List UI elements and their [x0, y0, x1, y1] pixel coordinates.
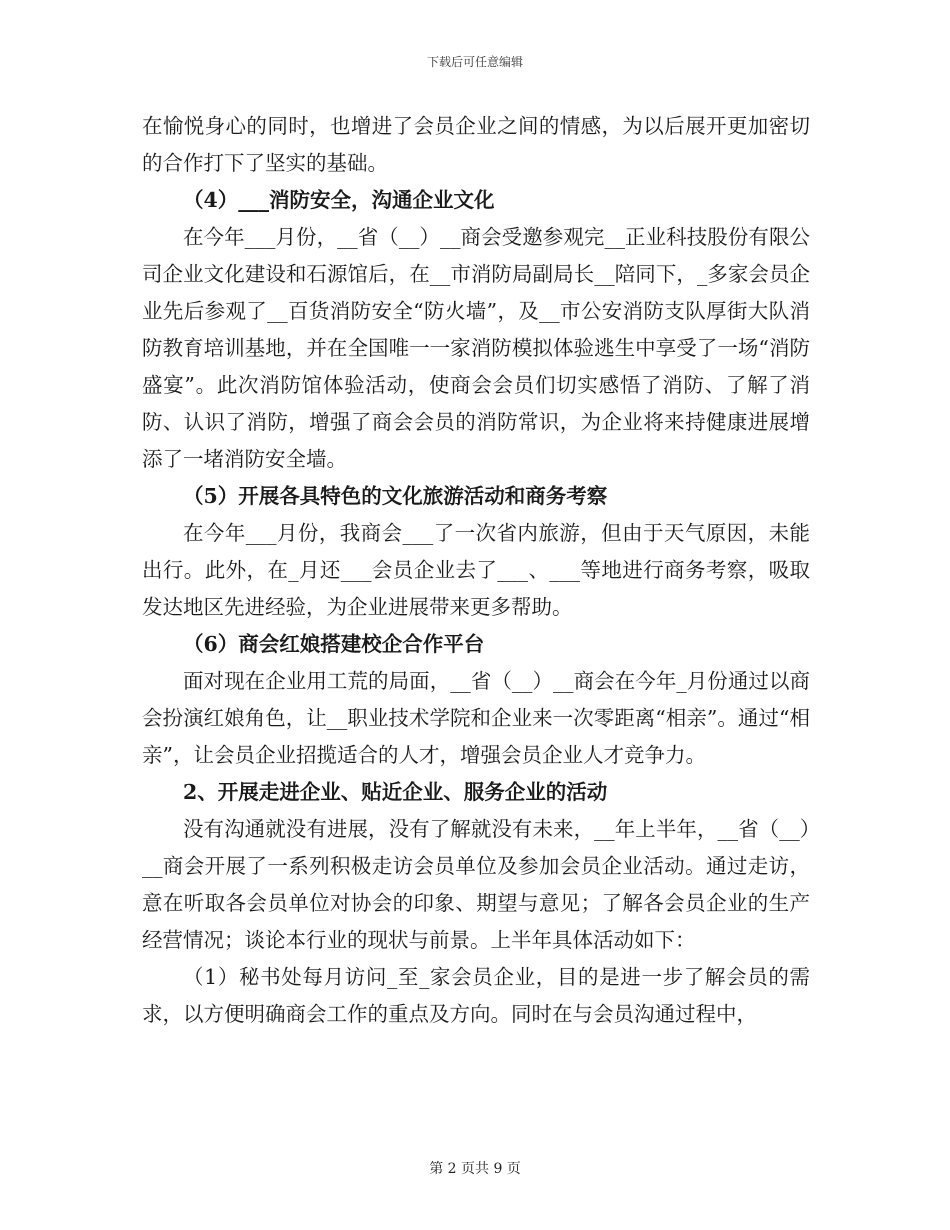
- paragraph-continuation: 在愉悦身心的同时，也增进了会员企业之间的情感，为以后展开更加密切的合作打下了坚实的基础。: [142, 114, 810, 175]
- page-header: 下载后可任意编辑: [426, 55, 523, 69]
- section-heading-2: 2、开展走进企业、贴近企业、服务企业的活动: [183, 780, 608, 804]
- page-footer: 第 2 页共 9 页: [429, 1161, 521, 1177]
- paragraph-tourism: 在今年___月份，我商会___了一次省内旅游，但由于天气原因，未能出行。此外，在_月还___会员企业去了___、___等地进行商务考察，吸取发达地区先进经验，为企业进展带来更多帮助。: [142, 521, 810, 619]
- paragraph-school-enterprise: 面对现在企业用工荒的局面，__省（__）__商会在今年_月份通过以商会扮演红娘角色，让__职业技术学院和企业来一次零距离“相亲”。通过“相亲”，让会员企业招揽适合的人才，增强会员企业人才竞争力。: [142, 669, 810, 767]
- section-heading-4: （4）___消防安全，沟通企业文化: [183, 188, 495, 212]
- document-body: [142, 108, 810, 1033]
- paragraph-secretariat: （1）秘书处每月访问_至_家会员企业，目的是进一步了解会员的需求，以方便明确商会工作的重点及方向。同时在与会员沟通过程中，: [142, 965, 810, 1026]
- paragraph-fire-safety: 在今年___月份，__省（__）__商会受邀参观完__正业科技股份有限公司企业文化建设和石源馆后，在__市消防局副局长__陪同下，_多家会员企业先后参观了__百货消防安全“防火墙”，及__市公安消防支队厚街大队消防教育培训基地，并在全国唯一一家消防模拟体验逃生中享受了一场“消防盛宴”。此次消防馆体验活动，使商会会员们切实感悟了消防、了解了消防、认识了消防，增强了商会会员的消防常识，为企业将来持健康进展增添了一堵消防安全墙。: [142, 225, 810, 471]
- section-heading-6: （6）商会红娘搭建校企合作平台: [183, 632, 485, 656]
- paragraph-visits: 没有沟通就没有进展，没有了解就没有未来，__年上半年，__省（__）__商会开展了一系列积极走访会员单位及参加会员企业活动。通过走访，意在听取各会员单位对协会的印象、期望与意见；了解各会员企业的生产经营情况；谈论本行业的现状与前景。上半年具体活动如下：: [142, 817, 810, 952]
- section-heading-5: （5）开展各具特色的文化旅游活动和商务考察: [183, 484, 608, 508]
